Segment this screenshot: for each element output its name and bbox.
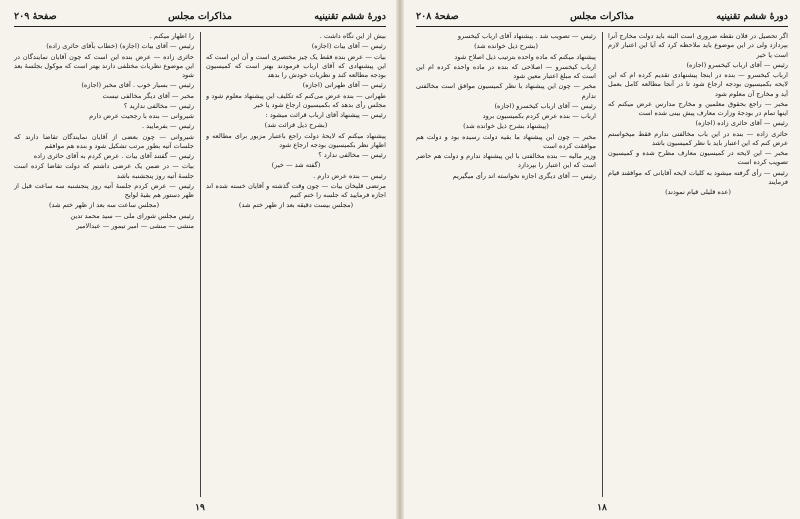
text-paragraph: (عده قلیلی قیام نمودند) bbox=[665, 188, 731, 196]
right-column-divider bbox=[602, 32, 603, 497]
text-paragraph: رئیس — آقای حائری زاده (اجازه) bbox=[695, 119, 788, 128]
text-paragraph: رئیس مجلس شورای ملی — سید محمد تدین bbox=[70, 211, 194, 220]
text-paragraph: رئیس — آقای ارباب کیخسرو (اجازه) bbox=[686, 60, 788, 69]
left-header-page: صفحهٔ ۲۰۹ bbox=[14, 10, 57, 22]
text-paragraph: اگر تحصیل در فلان نقطه ضروری است البته باید دولت مخارج آنرا بپردازد ولی در این موضوع باید ملاحظه کرد که آیا این اعتبار لازم است یا خیر bbox=[608, 32, 788, 59]
text-paragraph: منشی — منشی — امیر تیمور — عبدالامیر bbox=[76, 221, 194, 230]
left-header-volume: دورهٔ ششم تقنینیه bbox=[314, 10, 386, 22]
text-paragraph: بیات — عرض بنده فقط یک چیز مختصری است و آن این است که این پیشنهادی که آقای ارباب فرمودند بهتر است که کمیسیون بودجه مطالعه کند و نظریات خودش را بدهد bbox=[206, 52, 386, 79]
right-header-page: صفحهٔ ۲۰۸ bbox=[416, 10, 459, 22]
text-paragraph: بیش از این نگاه داشت . bbox=[319, 32, 386, 40]
right-header-rule bbox=[416, 26, 788, 27]
text-paragraph: ارباب کیخسرو — اصلاحی که بنده در ماده واحده کرده ام این است که مبلغ اعتبار معین شود bbox=[416, 62, 596, 80]
right-page-number: ۱۸ bbox=[597, 503, 607, 513]
text-paragraph: رئیس — آقای ارباب کیخسرو (اجازه) bbox=[494, 101, 596, 110]
text-paragraph: رئیس — عرض کردم جلسهٔ آتیه روز پنجشنبه سه ساعت قبل از ظهر دستور هم بقیهٔ لوایح bbox=[14, 181, 194, 199]
right-header-volume: دورهٔ ششم تقنینیه bbox=[716, 10, 788, 22]
text-paragraph: (مجلس ساعت سه بعد از ظهر ختم شد) bbox=[48, 201, 160, 210]
text-paragraph: بیات — در ضمن یک عرضی داشتم که دولت تقاضا کرده است جلسهٔ آتیه روز پنجشنبه باشد bbox=[14, 162, 194, 180]
text-paragraph: طهرانی — بنده عرض می‌کنم که تکلیف این پیشنهاد معلوم شود و مجلس رأی بدهد که بکمیسیون ارجاع شود یا خیر bbox=[206, 91, 386, 109]
text-paragraph: رئیس — آقای بیات (اجازه) (خطاب بآقای حائری زاده) bbox=[46, 42, 194, 51]
text-paragraph: مخبر — چون این پیشنهاد با نظر کمیسیون موافق است مخالفتی ندارم bbox=[416, 82, 596, 100]
text-paragraph: رئیس — مخالفی ندارد ؟ bbox=[318, 151, 386, 159]
left-page-header bbox=[14, 8, 386, 24]
text-paragraph: مخبر — چون این پیشنهاد ما بقیه دولت رسیده بود و دولت هم موافقت کرده است bbox=[416, 132, 596, 150]
text-paragraph: مخبر — آقای دیگر مخالفی نیست bbox=[102, 91, 194, 100]
text-paragraph: شیروانی — چون بعضی از آقایان نمایندگان تقاضا دارند که جلسات آتیه بطور مرتب تشکیل شود و بنده هم موافقم bbox=[14, 132, 194, 150]
text-paragraph: رئیس — آقای بیات (اجازه) bbox=[311, 42, 386, 51]
right-header-title: مذاکرات مجلس bbox=[570, 10, 634, 22]
left-header-rule bbox=[14, 26, 386, 27]
text-paragraph: پیشنهاد میکنم که لایحهٔ دولت راجع باعتبار مزبور برای مطالعه و اظهار نظر بکمیسیون بودجه ارجاع شود bbox=[206, 131, 386, 149]
text-paragraph: را اظهار میکنم . bbox=[149, 32, 194, 40]
text-paragraph: رئیس — مخالفی ندارید ؟ bbox=[123, 101, 194, 110]
text-paragraph: پیشنهاد میکنم که ماده واحده بترتیب ذیل اصلاح شود bbox=[454, 52, 596, 61]
left-page bbox=[8, 0, 392, 519]
text-paragraph: رئیس — بسیار خوب . آقای مخبر (اجازه) bbox=[81, 81, 194, 90]
right-page-header bbox=[416, 8, 788, 24]
text-paragraph: (بشرح ذیل قرائت شد) bbox=[264, 121, 328, 130]
text-paragraph: مخبر — راجع بحقوق معلمین و مخارج مدارس عرض میکنم که اینها تمام در بودجهٔ وزارت معارف پیش بینی شده است bbox=[608, 99, 788, 117]
text-paragraph: رئیس — رأی گرفته میشود به کلیات لایحه آقایانی که موافقند قیام فرمایند bbox=[608, 168, 788, 186]
text-paragraph: شیروانی — بنده با رجحیت عرض دارم bbox=[89, 112, 194, 120]
text-paragraph: ارباب کیخسرو — بنده در اینجا پیشنهادی تقدیم کرده ام که این لایحه بکمیسیون بودجه ارجاع شود تا در آنجا مطالعه کامل بعمل آید و مخارج آن معلوم شود bbox=[608, 71, 788, 98]
left-column-divider bbox=[200, 32, 201, 497]
text-paragraph: رئیس — گفتند آقای بیات . عرض کردم به آقای حائری زاده bbox=[33, 152, 194, 160]
text-paragraph: رئیس — بنده عرض دارم . bbox=[313, 171, 386, 180]
text-paragraph: رئیس — بفرمایید . bbox=[141, 122, 194, 131]
text-paragraph: مرتضی قلیخان بیات — چون وقت گذشته و آقایان خسته شده اند اجازه فرمایید که جلسه را ختم کنیم bbox=[206, 181, 386, 199]
text-paragraph: (گفته شد — خیر) bbox=[271, 161, 321, 170]
left-page-left-column bbox=[14, 32, 194, 497]
text-paragraph: (پیشنهاد بشرح ذیل خوانده شد) bbox=[463, 122, 549, 131]
left-header-title: مذاکرات مجلس bbox=[168, 10, 232, 22]
left-page-number: ۱۹ bbox=[195, 503, 205, 513]
text-paragraph: حائری زاده — عرض بنده این است که چون آقایان نمایندگان در این موضوع نظریات مختلفی دارند بهتر است که موکول بجلسهٔ بعد شود bbox=[14, 52, 194, 79]
text-paragraph: رئیس — آقای طهرانی (اجازه) bbox=[302, 81, 386, 90]
text-paragraph: حائری زاده — بنده در این باب مخالفتی ندارم فقط میخواستم عرض کنم که این اعتبار باید با نظر کمیسیون باشد bbox=[608, 129, 788, 147]
right-page-left-column bbox=[416, 32, 596, 497]
text-paragraph: ارباب — بنده عرض کردم بکمیسیون برود bbox=[482, 112, 596, 120]
right-page-right-column bbox=[608, 32, 788, 497]
text-paragraph: رئیس — پیشنهاد آقای ارباب قرائت میشود : bbox=[265, 111, 386, 119]
text-paragraph: رئیس — تصویب شد . پیشنهاد آقای ارباب کیخسرو bbox=[457, 32, 596, 40]
text-paragraph: مخبر — این لایحه در کمیسیون معارف مطرح شده و کمیسیون تصویب کرده است bbox=[608, 149, 788, 167]
book-gutter bbox=[396, 0, 404, 519]
left-page-right-column bbox=[206, 32, 386, 497]
text-paragraph: (بشرح ذیل خوانده شد) bbox=[474, 42, 538, 51]
text-paragraph: وزیر مالیه — بنده مخالفتی با این پیشنهاد ندارم و دولت هم حاضر است که این اعتبار را بپردازد bbox=[416, 152, 596, 170]
text-paragraph: (مجلس بیست دقیقه بعد از ظهر ختم شد) bbox=[238, 201, 354, 210]
text-paragraph: رئیس — آقای دیگری اجازه نخواسته اند رأی میگیریم bbox=[452, 171, 596, 180]
right-page bbox=[410, 0, 794, 519]
